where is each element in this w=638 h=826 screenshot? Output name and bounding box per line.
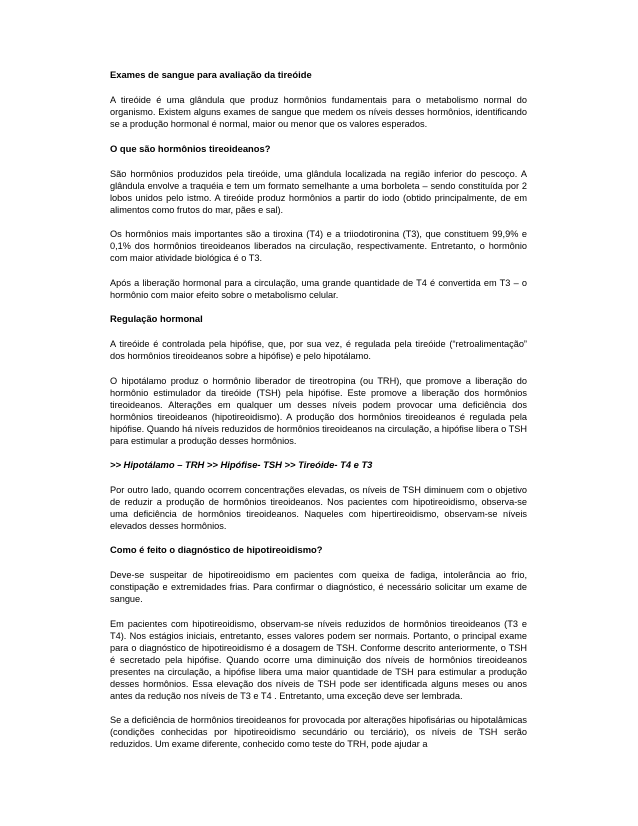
- section-heading-thyroid-hormones: O que são hormônios tireoideanos?: [110, 142, 271, 154]
- document-page: [110, 69, 527, 763]
- paragraph-diagnosis-2: Em pacientes com hipotireoidismo, observam-se níveis reduzidos de hormônios tireoideanos (T3 e T4). Nos estágios iniciais, entretanto, esses valores podem ser normais. Portanto, o principal exame para o diagnóstico de hipotireoidismo é a dosagem de TSH. Conforme descrito anteriormente, o TSH é secretado pela hipófise. Quando ocorre uma diminuição dos níveis de hormônios tireoideanos presentes na circulação, a hipófise libera uma maior quantidade de TSH para estimular a produção desses hormônios. Essa elevação dos níveis de TSH pode ser identificada alguns meses ou anos antes da redução nos níveis de T3 e T4 . Entretanto, uma exceção deve ser lembrada.: [110, 618, 527, 701]
- paragraph-regulation-1: A tireóide é controlada pela hipófise, que, por sua vez, é regulada pela tireóide (“retroalimentação” dos hormônios tireoideanos sobre a hipófise) e pelo hipotálamo.: [110, 339, 527, 361]
- section-heading-hormonal-regulation: Regulação hormonal: [110, 313, 203, 324]
- paragraph-diagnosis-3: Se a deficiência de hormônios tireoideanos for provocada por alterações hipofisárias ou hipotalâmicas (condições conhecidas por hipotireoidismo secundário ou terciário), os níveis de TSH serão reduzidos. Um exame diferente, conhecido como teste do TRH, pode ajudar a: [110, 715, 527, 749]
- paragraph-diagnosis-1: Deve-se suspeitar de hipotireoidismo em pacientes com queixa de fadiga, intolerância ao frio, constipação e extremidades frias. Para confirmar o diagnóstico, é necessário solicitar um exame de sangue.: [110, 570, 527, 604]
- section-heading-diagnosis: Como é feito o diagnóstico de hipotireoidismo?: [110, 544, 323, 555]
- hormonal-axis-line: >> Hipotálamo – TRH >> Hipófise- TSH >> Tireóide- T4 e T3: [110, 459, 373, 470]
- paragraph-thyroid-hormones-3: Após a liberação hormonal para a circulação, uma grande quantidade de T4 é convertida em T3 – o hormônio com maior efeito sobre o metabolismo celular.: [110, 277, 527, 300]
- paragraph-thyroid-hormones-1: São hormônios produzidos pela tireóide, uma glândula localizada na região inferior do pescoço. A glândula envolve a traquéia e tem um formato semelhante a uma borboleta – sendo constituída por 2 lobos unidos pelo istmo. A tireóide produz hormônios a partir do iodo (obtido principalmente, de em alimentos como frutos do mar, pães e sal).: [110, 168, 527, 215]
- paragraph-regulation-2: O hipotálamo produz o hormônio liberador de tireotropina (ou TRH), que promove a liberação do hormônio estimulador da tireóide (TSH) pela hipófise. Este promove a liberação dos hormônios tireoideanos. Alterações em qualquer um desses níveis podem provocar uma deficiência dos hormônios tireoideanos (hipotireoidismo). A produção dos hormônios tireoideanos é regulada pela hipófise. Quando há níveis reduzidos de hormônios tireoideanos na circulação, a hipófise libera o TSH para estimular a produção desses hormônios.: [110, 375, 527, 446]
- document-title: Exames de sangue para avaliação da tireóide: [110, 69, 312, 80]
- intro-paragraph: A tireóide é uma glândula que produz hormônios fundamentais para o metabolismo normal do organismo. Existem alguns exames de sangue que medem os níveis desses hormônios, identificando se a produção hormonal é normal, maior ou menor que os valores esperados.: [110, 95, 527, 129]
- paragraph-regulation-3: Por outro lado, quando ocorrem concentrações elevadas, os níveis de TSH diminuem com o objetivo de reduzir a produção de hormônios tireoideanos. Nos pacientes com hipotireoidismo, observa-se uma deficiência de hormônios tireoideanos. Naqueles com hipertireoidismo, observam-se níveis elevados desses hormônios.: [110, 484, 527, 531]
- paragraph-thyroid-hormones-2: Os hormônios mais importantes são a tiroxina (T4) e a triiodotironina (T3), que constituem 99,9% e 0,1% dos hormônios tireoideanos liberados na circulação, respectivamente. Entretanto, o hormônio com maior atividade biológica é o T3.: [110, 229, 527, 263]
